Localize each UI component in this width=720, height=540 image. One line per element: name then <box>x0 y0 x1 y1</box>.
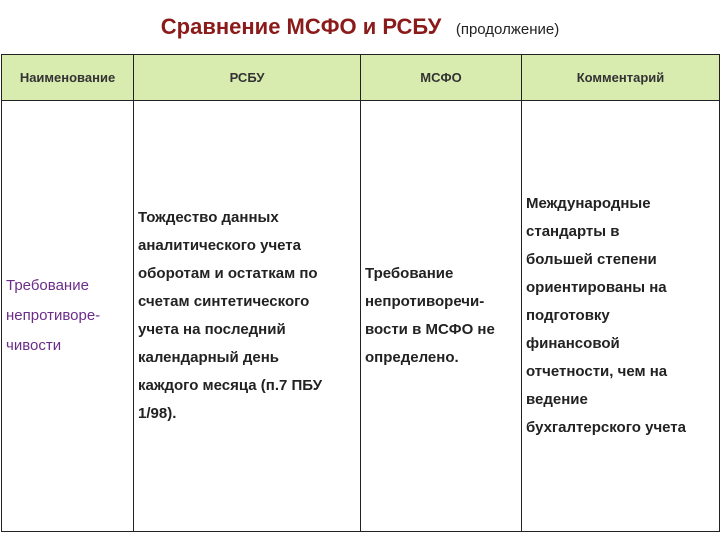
requirement-name: Требование непротиворе- чивости <box>6 277 101 354</box>
table-header-row <box>2 55 720 101</box>
cell-comment <box>522 101 720 532</box>
cell-name <box>2 101 134 532</box>
comment-text: Международные стандарты в большей степени ориентированы на подготовку финансовой отчетности, чем на ведение бухгалтерского учета <box>526 195 686 436</box>
cell-msfo <box>361 101 522 532</box>
header-rsbu: РСБУ <box>134 55 361 101</box>
slide-title: Сравнение МСФО и РСБУ <box>160 14 442 39</box>
slide-title-row <box>0 14 720 40</box>
table-row <box>2 101 720 532</box>
header-name: Наименование <box>2 55 134 101</box>
msfo-text: Требование непротиворечи- вости в МСФО не определено. <box>365 265 495 366</box>
header-msfo: МСФО <box>361 55 522 101</box>
rsbu-text: Тождество данных аналитического учета оборотам и остаткам по счетам синтетического учета на последний календарный день каждого месяца (п.7 ПБУ 1/98). <box>138 209 323 422</box>
header-comment: Комментарий <box>522 55 720 101</box>
slide-subtitle: (продолжение) <box>455 21 560 38</box>
comparison-table <box>1 54 720 532</box>
cell-rsbu <box>134 101 361 532</box>
